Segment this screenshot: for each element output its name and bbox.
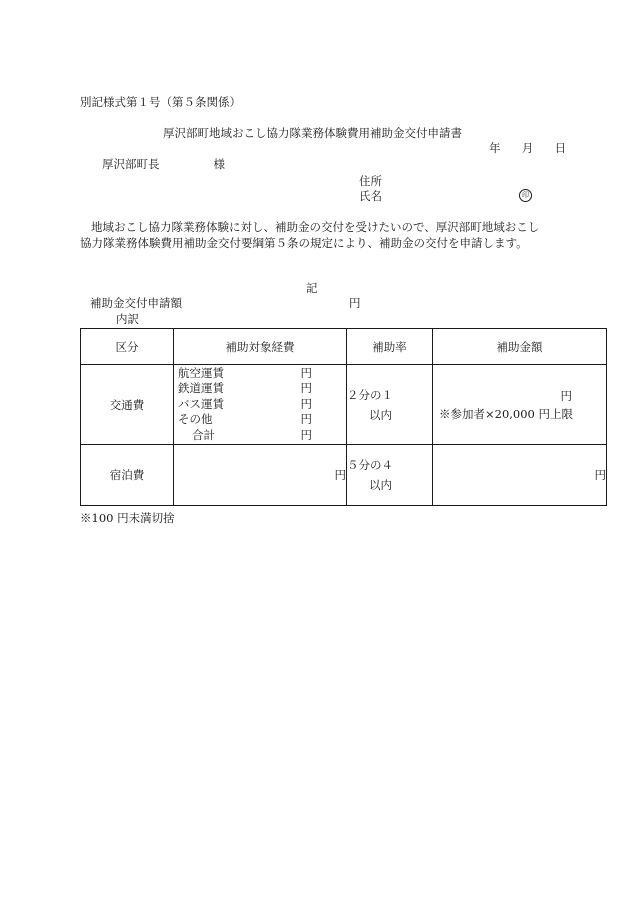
table-header-row — [81, 329, 607, 365]
transport-amount — [433, 365, 607, 445]
expense-item-total: 合計 円 — [192, 427, 312, 442]
expense-item-rail: 鉄道運賃 円 — [178, 381, 312, 396]
header-subsidy-rate: 補助率 — [347, 329, 433, 365]
expense-item-air: 航空運賃 円 — [178, 365, 312, 380]
lodging-rate-value: ５分の４ — [347, 458, 393, 472]
transport-amount-unit: 円 — [560, 388, 572, 403]
header-eligible-expense: 補助対象経費 — [174, 329, 347, 365]
date-year: 年 — [489, 141, 501, 155]
requested-amount-unit: 円 — [349, 296, 361, 310]
expense-item-bus: バス運賃 円 — [178, 396, 312, 411]
breakdown-label: 内訳 — [116, 312, 139, 326]
date-line — [489, 142, 566, 156]
header-subsidy-amount: 補助金額 — [433, 329, 607, 365]
name-label: 氏名 — [359, 189, 382, 203]
addressee-name: 厚沢部町長 — [102, 157, 160, 171]
transport-expenses — [174, 365, 347, 445]
date-month: 月 — [521, 141, 534, 155]
lodging-amount-unit: 円 — [433, 445, 607, 506]
lodging-expense-unit: 円 — [174, 445, 347, 506]
table-row-transport — [81, 365, 607, 445]
form-number: 別記様式第１号（第５条関係） — [80, 95, 241, 109]
honorific: 様 — [213, 157, 225, 171]
expense-item-other: その他 円 — [178, 412, 312, 427]
category-transport: 交通費 — [81, 365, 174, 445]
date-day: 日 — [554, 141, 567, 155]
table-row-lodging — [81, 445, 607, 506]
address-label: 住所 — [359, 174, 382, 188]
application-paragraph: 地域おこし協力隊業務体験に対し、補助金の交付を受けたいので、厚沢部町地域おこし協力隊業務体験費用補助金交付要綱第５条の規定により、補助金の交付を申請します。 — [80, 220, 540, 250]
seal-mark: 印 — [519, 189, 532, 202]
transport-rate-within: 以内 — [369, 407, 392, 422]
transport-rate-value: ２分の１ — [347, 387, 393, 402]
lodging-rate — [347, 445, 433, 506]
transport-cap-note: ※参加者×20,000 円上限 — [439, 406, 574, 421]
requested-amount-label: 補助金交付申請額 — [90, 296, 182, 310]
record-heading: 記 — [306, 281, 318, 295]
lodging-rate-within: 以内 — [369, 478, 392, 492]
rounding-footnote: ※100 円未満切捨 — [80, 511, 175, 525]
transport-rate — [347, 365, 433, 445]
category-lodging: 宿泊費 — [81, 445, 174, 506]
breakdown-table — [80, 328, 607, 506]
addressee — [102, 158, 225, 172]
document-title: 厚沢部町地域おこし協力隊業務体験費用補助金交付申請書 — [163, 126, 462, 140]
header-category: 区分 — [81, 329, 174, 365]
